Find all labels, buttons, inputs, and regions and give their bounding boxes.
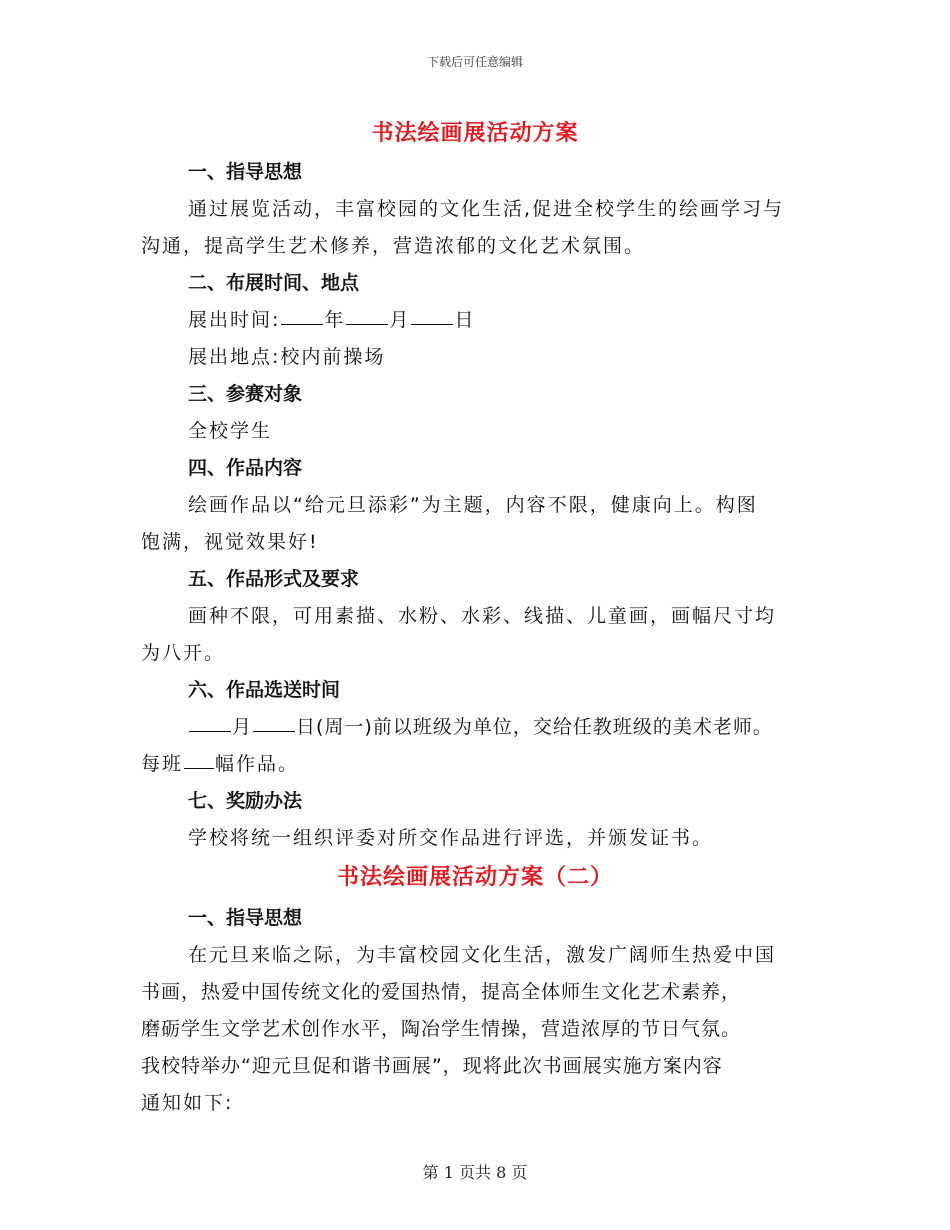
paragraph-line: 我校特举办“迎元旦促和谐书画展”，现将此次书画展实施方案内容 <box>141 1055 723 1077</box>
paragraph-line: 画种不限，可用素描、水粉、水彩、线描、儿童画，画幅尺寸均 <box>188 605 777 627</box>
paragraph-line: 全校学生 <box>188 420 273 442</box>
section-heading-participants: 三、参赛对象 <box>188 383 303 405</box>
paragraph-line: 学校将统一组织评委对所交作品进行评选，并颁发证书。 <box>188 827 714 849</box>
time-label: 展出时间: <box>188 309 281 331</box>
paragraph-line: 书画，热爱中国传统文化的爱国热情，提高全体师生文化艺术素养， <box>141 981 742 1003</box>
blank-field <box>184 767 214 769</box>
blank-field <box>346 323 388 325</box>
paragraph-line: 磨砺学生文学艺术创作水平，陶冶学生情操，营造浓厚的节日气氛。 <box>141 1018 742 1040</box>
section-heading-guiding-thought-2: 一、指导思想 <box>188 907 303 929</box>
section-heading-guiding-thought: 一、指导思想 <box>188 161 303 183</box>
paragraph-line: 通知如下: <box>141 1092 234 1114</box>
section-heading-time-place: 二、布展时间、地点 <box>188 272 360 294</box>
paragraph-line: 在元旦来临之际，为丰富校园文化生活，激发广阔师生热爱中国 <box>188 944 777 966</box>
month-label: 月 <box>389 309 411 331</box>
document-title-2: 书法绘画展活动方案（二） <box>336 865 613 890</box>
blank-field <box>253 730 295 732</box>
blank-field <box>281 323 323 325</box>
exhibition-place-line: 展出地点:校内前操场 <box>188 346 386 368</box>
submission-time-line <box>188 712 773 739</box>
section-heading-submission-time: 六、作品选送时间 <box>188 679 341 701</box>
works-label: 幅作品。 <box>215 753 300 775</box>
page-footer: 第 1 页共 8 页 <box>422 1163 528 1182</box>
paragraph-line: 为八开。 <box>141 642 226 664</box>
per-class-label: 每班 <box>141 753 184 775</box>
submission-text: 日(周一)前以班级为单位，交给任教班级的美术老师。 <box>296 716 773 738</box>
blank-field <box>189 730 231 732</box>
works-per-class-line <box>141 749 299 776</box>
year-label: 年 <box>324 309 346 331</box>
paragraph-line: 沟通，提高学生艺术修养，营造浓郁的文化艺术氛围。 <box>141 235 646 257</box>
exhibition-time-line <box>188 305 475 332</box>
section-heading-format: 五、作品形式及要求 <box>188 568 360 590</box>
document-title: 书法绘画展活动方案 <box>371 121 579 146</box>
paragraph-line: 饱满，视觉效果好! <box>141 531 319 553</box>
section-heading-content: 四、作品内容 <box>188 457 303 479</box>
paragraph-line: 通过展览活动，丰富校园的文化生活,促进全校学生的绘画学习与 <box>188 198 785 220</box>
month-label: 月 <box>232 716 253 738</box>
paragraph-line: 绘画作品以“给元旦添彩”为主题，内容不限，健康向上。构图 <box>188 494 758 516</box>
day-label: 日 <box>454 309 476 331</box>
page-header: 下载后可任意编辑 <box>426 55 523 69</box>
section-heading-awards: 七、奖励办法 <box>188 790 303 812</box>
blank-field <box>411 323 453 325</box>
